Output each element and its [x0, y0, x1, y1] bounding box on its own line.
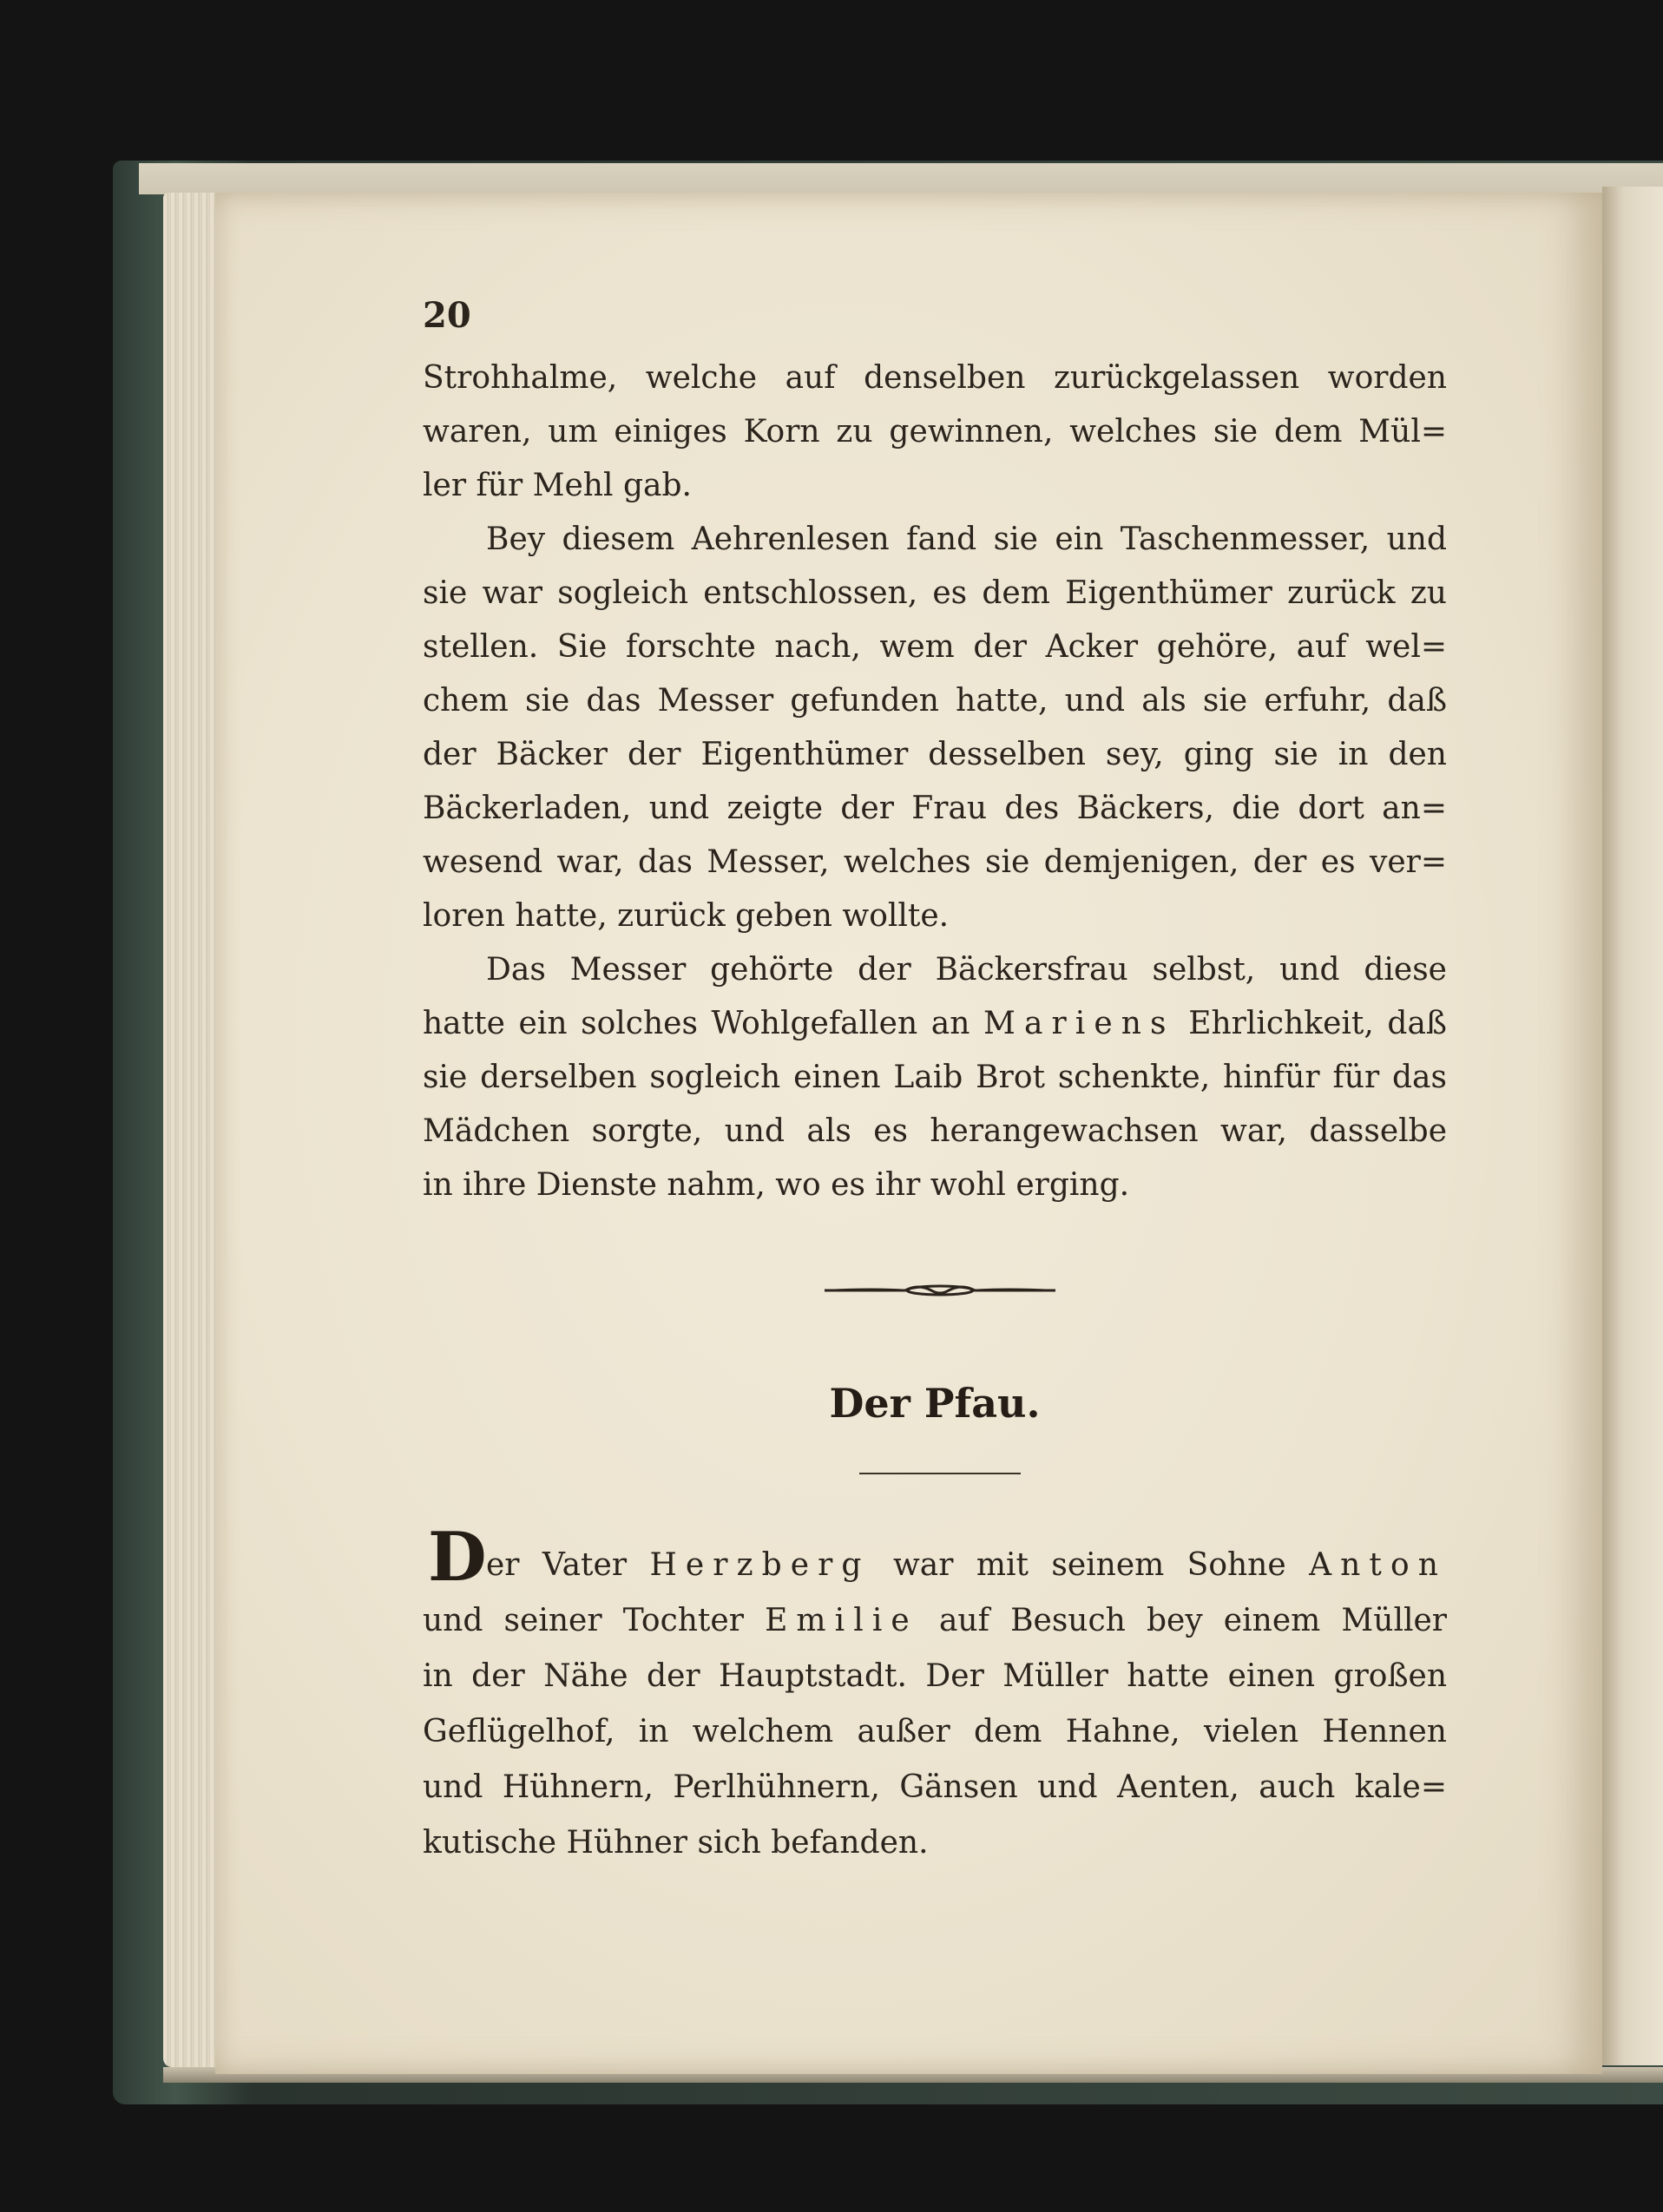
text-line: Bey diesem Aehrenlesen fand sie ein Taschenmesser, und	[486, 522, 1447, 557]
text-line: sie derselben sogleich einen Laib Brot schenkte, hinfür für das	[423, 1060, 1447, 1095]
heading-rule	[859, 1473, 1021, 1474]
text-line: der Bäcker der Eigenthümer desselben sey, ging sie in den	[423, 737, 1447, 772]
text-line: in ihre Dienste nahm, wo es ihr wohl erging.	[423, 1167, 1130, 1203]
facing-page-gutter	[1602, 187, 1663, 2065]
text-line: Strohhalme, welche auf denselben zurückgelassen worden	[423, 360, 1447, 396]
text-run: Ehrlichkeit, daß	[1174, 1006, 1447, 1041]
text-line: waren, um einiges Korn zu gewinnen, welches sie dem Mül=	[423, 414, 1447, 450]
text-run: auf Besuch bey einem Müller	[917, 1603, 1447, 1638]
section-heading-wrap	[423, 1380, 1447, 1427]
text-line: ler für Mehl gab.	[423, 468, 692, 503]
text-line: sie war sogleich entschlossen, es dem Eigenthümer zurück zu	[423, 575, 1447, 611]
emphasized-name: Anton	[1309, 1547, 1447, 1583]
text-line: Bäckerladen, und zeigte der Frau des Bäckers, die dort an=	[423, 791, 1447, 826]
text-run: und seiner Tochter	[423, 1603, 766, 1638]
text-run: war mit seinem Sohne	[870, 1547, 1310, 1583]
emphasized-name: Herzberg	[649, 1547, 871, 1583]
emphasized-name: Mariens	[983, 1006, 1175, 1041]
text-line	[423, 1008, 1447, 1040]
text-run: hatte ein solches Wohlgefallen an	[423, 1006, 984, 1041]
text-line: stellen. Sie forschte nach, wem der Acker gehöre, auf wel=	[423, 629, 1447, 665]
text-line: chem sie das Messer gefunden hatte, und als sie erfuhr, daß	[423, 683, 1447, 719]
text-line: wesend war, das Messer, welches sie demjenigen, der es ver=	[423, 844, 1447, 880]
emphasized-name: Emilie	[765, 1603, 918, 1638]
text-run: er Vater	[486, 1547, 650, 1583]
page-number: 20	[423, 295, 471, 336]
text-line: loren hatte, zurück geben wollte.	[423, 898, 950, 934]
text-line: Mädchen sorgte, und als es herangewachsen war, dasselbe	[423, 1113, 1447, 1149]
drop-cap: D	[428, 1518, 487, 1597]
section-title: Der Pfau.	[829, 1380, 1041, 1427]
text-line: Geflügelhof, in welchem außer dem Hahne, vielen Hennen	[423, 1714, 1447, 1749]
text-line: in der Nähe der Hauptstadt. Der Müller hatte einen großen	[423, 1658, 1447, 1694]
text-line	[486, 1547, 1447, 1583]
cover-top-band	[139, 163, 1663, 194]
text-line: Das Messer gehörte der Bäckersfrau selbst, und diese	[486, 952, 1447, 988]
text-line: und Hühnern, Perlhühnern, Gänsen und Aenten, auch kale=	[423, 1769, 1447, 1805]
text-line	[423, 1605, 1447, 1637]
ornament-divider	[823, 1280, 1057, 1301]
text-line: kutische Hühner sich befanden.	[423, 1825, 929, 1861]
